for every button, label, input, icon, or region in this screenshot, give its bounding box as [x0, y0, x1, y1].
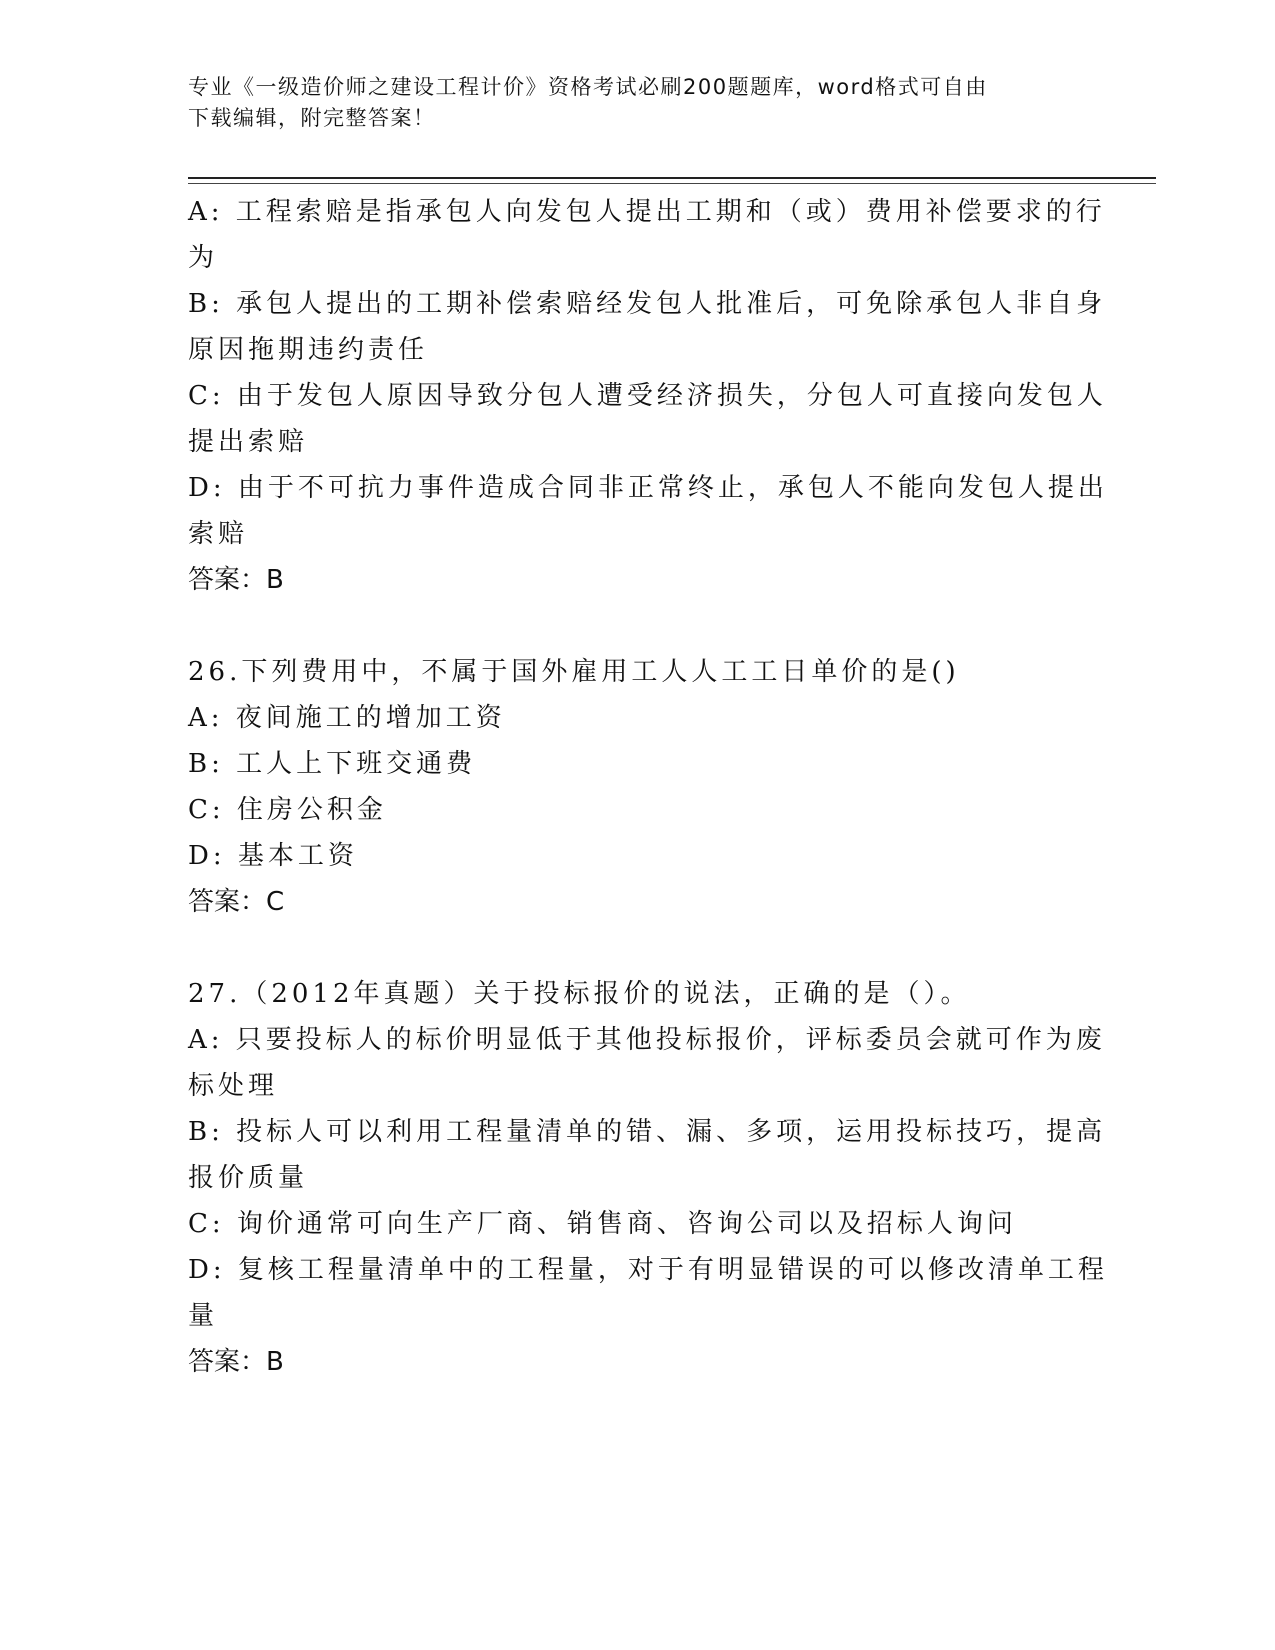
question-25-block: [188, 189, 1108, 603]
q25-option-a-line-2: 为: [188, 243, 219, 273]
q26-question: 26.下列费用中，不属于国外雇用工人人工工日单价的是(): [188, 657, 960, 687]
q26-answer: 答案：C: [188, 887, 285, 917]
q25-option-d-line-2: 索赔: [188, 519, 249, 549]
q25-option-c-line-1: C: 由于发包人原因导致分包人遭受经济损失，分包人可直接向发包人: [188, 381, 1107, 411]
question-26-block: [188, 649, 1088, 925]
q27-option-c: C: 询价通常可向生产厂商、销售商、咨询公司以及招标人询问: [188, 1209, 1017, 1239]
q25-option-c-line-2: 提出索赔: [188, 427, 309, 457]
q25-option-d-line-1: D: 由于不可抗力事件造成合同非正常终止，承包人不能向发包人提出: [188, 473, 1108, 503]
header-divider-thick: [188, 177, 1156, 179]
document-body: [188, 189, 1108, 1385]
q25-option-b-line-1: B: 承包人提出的工期补偿索赔经发包人批准后，可免除承包人非自身: [188, 289, 1107, 319]
header-line-1: 专业《一级造价师之建设工程计价》资格考试必刷200题题库，word格式可自由: [188, 75, 988, 99]
q27-answer: 答案：B: [188, 1347, 284, 1377]
q27-option-d-line-2: 量: [188, 1301, 219, 1331]
page-header: [188, 72, 1068, 134]
q27-question: 27.（2012年真题）关于投标报价的说法，正确的是（）。: [188, 979, 971, 1009]
q26-option-c: C: 住房公积金: [188, 795, 387, 825]
q25-option-b-line-2: 原因拖期违约责任: [188, 335, 429, 365]
q26-option-b: B: 工人上下班交通费: [188, 749, 477, 779]
header-line-2: 下载编辑，附完整答案！: [188, 106, 436, 130]
q27-option-d-line-1: D: 复核工程量清单中的工程量，对于有明显错误的可以修改清单工程: [188, 1255, 1108, 1285]
q26-option-d: D: 基本工资: [188, 841, 358, 871]
q25-answer: 答案：B: [188, 565, 284, 595]
q25-option-a-line-1: A: 工程索赔是指承包人向发包人提出工期和（或）费用补偿要求的行: [188, 197, 1106, 227]
q27-option-b-line-1: B: 投标人可以利用工程量清单的错、漏、多项，运用投标技巧，提高: [188, 1117, 1107, 1147]
q27-option-b-line-2: 报价质量: [188, 1163, 309, 1193]
q27-option-a-line-1: A: 只要投标人的标价明显低于其他投标报价，评标委员会就可作为废: [188, 1025, 1106, 1055]
question-27-block: [188, 971, 1108, 1385]
header-divider-thin: [188, 183, 1156, 184]
spacer: [188, 603, 1088, 649]
q27-option-a-line-2: 标处理: [188, 1071, 279, 1101]
spacer: [188, 925, 1088, 971]
q26-option-a: A: 夜间施工的增加工资: [188, 703, 506, 733]
